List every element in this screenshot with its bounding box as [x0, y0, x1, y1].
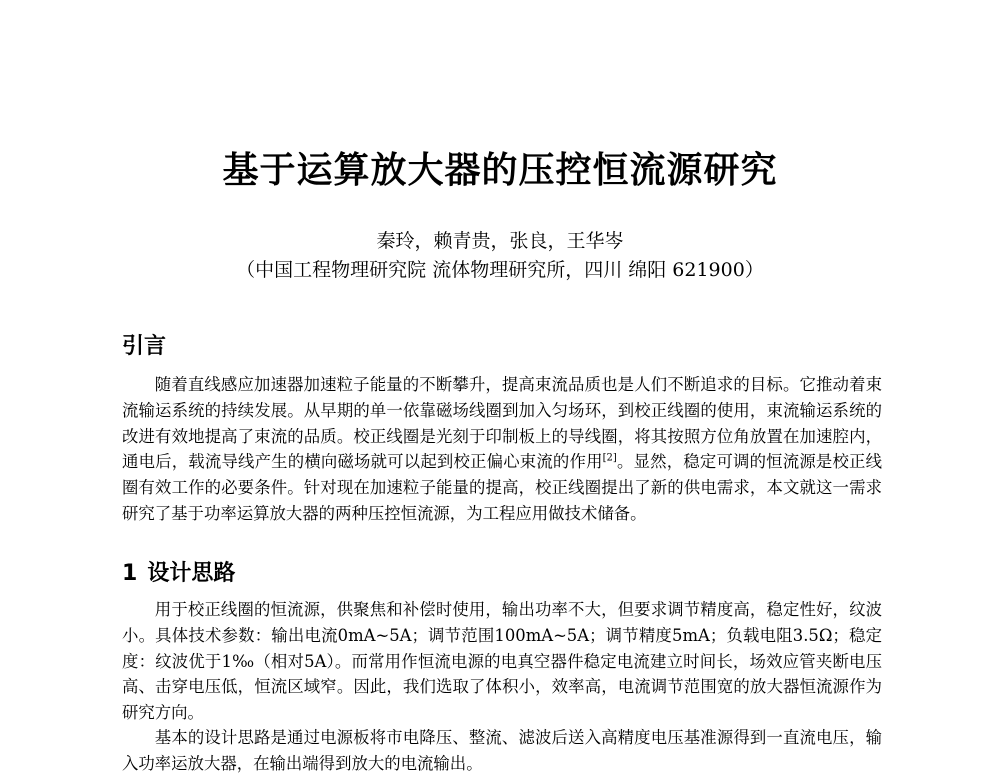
design-paragraph-2: 基本的设计思路是通过电源板将市电降压、整流、滤波后送入高精度电压基准源得到一直流电压，输入功率运放大器，在输出端得到放大的电流输出。	[122, 728, 882, 773]
section-number: 1	[122, 561, 138, 586]
author-list: 秦玲，赖青贵，张良，王华岑	[376, 230, 624, 252]
intro-paragraph	[122, 372, 882, 527]
section-heading-design	[122, 559, 235, 589]
intro-text-part1: 随着直线感应加速器加速粒子能量的不断攀升，提高束流品质也是人们不断追求的目标。它推动着束流输运系统的持续发展。从早期的单一依靠磁场线圈到加入匀场环，到校正线圈的使用，束流输运系统的改进有效地提高了束流的品质。校正线圈是光刻于印制板上的导线圈，将其按照方位角放置在加速腔内，通电后，载流导线产生的横向磁场就可以起到校正偏心束流的作用	[122, 375, 882, 472]
section-heading-intro: 引言	[122, 334, 167, 359]
author-affiliation: （中国工程物理研究院 流体物理研究所，四川 绵阳 621900）	[236, 259, 764, 281]
intro-text-part2: 。显然，稳定可调的恒流源是校正线圈有效工作的必要条件。针对现在加速粒子能量的提高，校正线圈提出了新的供电需求，本文就这一需求研究了基于功率运算放大器的两种压控恒流源，为工程应用做技术储备。	[122, 452, 883, 523]
paper-title: 基于运算放大器的压控恒流源研究	[222, 150, 778, 191]
design-paragraph-1: 用于校正线圈的恒流源，供聚焦和补偿时使用，输出功率不大，但要求调节精度高，稳定性好，纹波小。具体技术参数：输出电流0mA~5A；调节范围100mA~5A；调节精度5mA；负载电阻3.5Ω；稳定度：纹波优于1‰（相对5A）。而常用作恒流电源的电真空器件稳定电流建立时间长，场效应管夹断电压高、击穿电压低，恒流区域窄。因此，我们选取了体积小，效率高，电流调节范围宽的放大器恒流源作为研究方向。	[122, 600, 882, 723]
citation-ref[interactable]: [2]	[602, 452, 617, 464]
section-title: 设计思路	[147, 561, 236, 586]
